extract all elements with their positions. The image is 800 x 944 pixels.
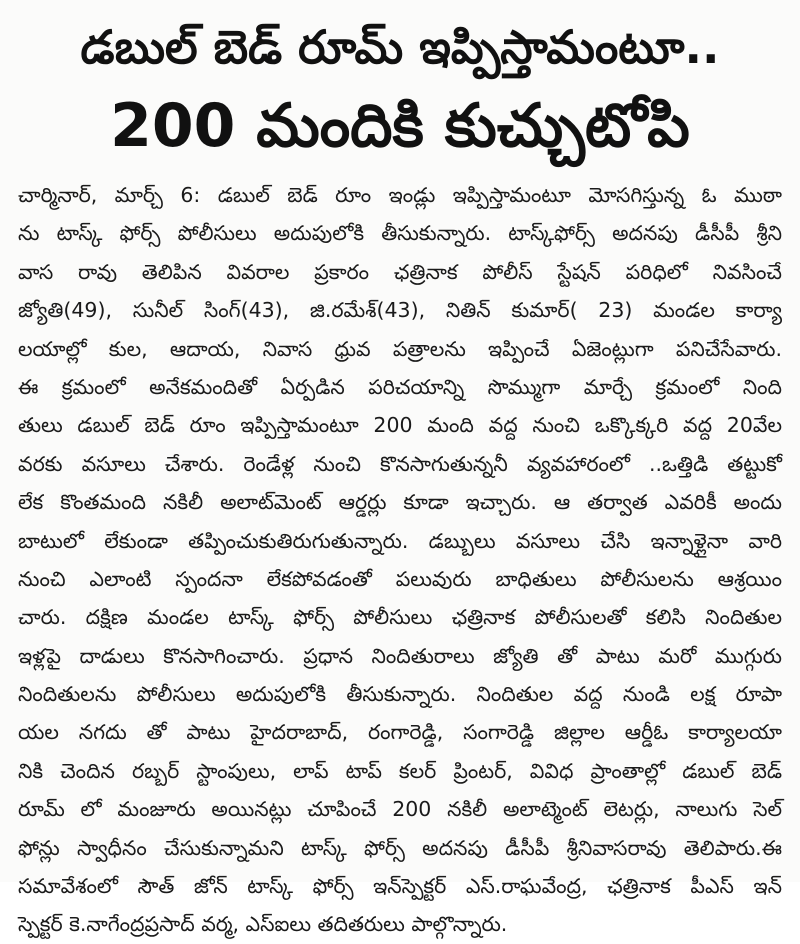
article-line: స్పెక్టర్ కె.నాగేంద్రప్రసాద్ వర్మ, ఎస్ఐలు తదితరులు పాల్గొన్నారు.: [18, 912, 508, 937]
article-line: వాస రావు తెలిపిన వివరాల ప్రకారం ఛత్రినాక పోలీస్ స్టేషన్ పరిధిలో నివసించే: [18, 259, 782, 284]
article-line: తులు డబుల్ బెడ్ రూం ఇప్పిస్తామంటూ 200 మంది వద్ద నుంచి ఒక్కొక్కరి వద్ద 20వేల: [18, 413, 782, 438]
article-line: నిందితులను పోలీసులు అదుపులోకి తీసుకున్నారు. నిందితుల వద్ద నుండి లక్ష రూపా: [18, 682, 782, 707]
article-line: నికి చెందిన రబ్బర్ స్టాంపులు, లాప్ టాప్ కలర్ ప్రింటర్, వివిధ ప్రాంతాల్లో డబుల్ బెడ్: [18, 758, 782, 783]
headline-line-2: 200 మందికి కుచ్చుటోపి: [110, 91, 690, 161]
article-line: బాటులో లేకుండా తప్పించుకుతిరుగుతున్నారు. డబ్బులు వసూలు చేసి ఇన్నాళ్లైనా వారి: [18, 528, 782, 553]
article-line: ఫోన్లు స్వాధీనం చేసుకున్నామని టాస్క్ ఫోర్స్ అదనపు డీసీపీ శ్రీనివాసరావు తెలిపారు.ఈ: [18, 835, 782, 860]
article-line: లయాల్లో కుల, ఆదాయ, నివాస ధ్రువ పత్రాలను ఇప్పించే ఏజెంట్లుగా పనిచేసేవారు.: [18, 336, 782, 361]
article-line: సమావేశంలో సౌత్ జోన్ టాస్క్ ఫోర్స్ ఇన్‌స్పెక్టర్ ఎస్.రాఘవేంద్ర, ఛత్రినాక పీఎస్ ఇన్: [18, 874, 782, 899]
article-line: రూమ్ లో మంజూరు అయినట్లు చూపించే 200 నకిలీ అలాట్మెంట్ లెటర్లు, నాలుగు సెల్: [18, 797, 782, 822]
article-line: వరకు వసూలు చేశారు. రెండేళ్ల నుంచి కొనసాగుతున్ననీ వ్యవహారంలో ..ఒత్తిడి తట్టుకో: [18, 451, 782, 476]
article-line: ఈ క్రమంలో అనేకమందితో ఏర్పడిన పరిచయాన్ని సొమ్ముగా మార్చే క్రమంలో నింది: [18, 374, 782, 399]
headline-line-1: డబుల్ బెడ్ రూమ్ ఇప్పిస్తామంటూ..: [80, 20, 720, 74]
article-line: యల నగదు తో పాటు హైదరాబాద్, రంగారెడ్డి, సంగారెడ్డి జిల్లాల ఆర్డీఓ కార్యాలయా: [18, 720, 782, 745]
article-line: నుంచి ఎలాంటి స్పందనా లేకపోవడంతో పలువురు బాధితులు పోలీసులను ఆశ్రయిం: [18, 566, 782, 591]
article-line: లేక కొంతమంది నకిలీ అలాట్‌మెంట్ ఆర్డర్లు కూడా ఇచ్చారు. ఆ తర్వాత ఎవరికీ అందు: [18, 490, 782, 515]
article-body: [18, 176, 782, 937]
article-line: చారు. దక్షిణ మండల టాస్క్ ఫోర్స్ పోలీసులు ఛత్రినాక పోలీసులతో కలిసి నిందితుల: [18, 605, 782, 630]
article-line: జ్యోతి(49), సునీల్ సింగ్(43), జి.రమేశ్(43), నితిన్ కుమార్( 23) మండల కార్యా: [18, 298, 782, 323]
article-line: చార్మినార్, మార్చ్ 6: డబుల్ బెడ్ రూం ఇండ్లు ఇప్పిస్తామంటూ మోసగిస్తున్న ఓ ముఠా: [18, 183, 782, 207]
article-line: ఇళ్లపై దాడులు కొనసాగించారు. ప్రధాన నిందితురాలు జ్యోతి తో పాటు మరో ముగ్గురు: [18, 643, 782, 668]
article-line: ను టాస్క్ ఫోర్స్ పోలీసులు అదుపులోకి తీసుకున్నారు. టాస్క్‌ఫోర్స్ అదనపు డీసీపీ శ్రీని: [18, 221, 782, 246]
